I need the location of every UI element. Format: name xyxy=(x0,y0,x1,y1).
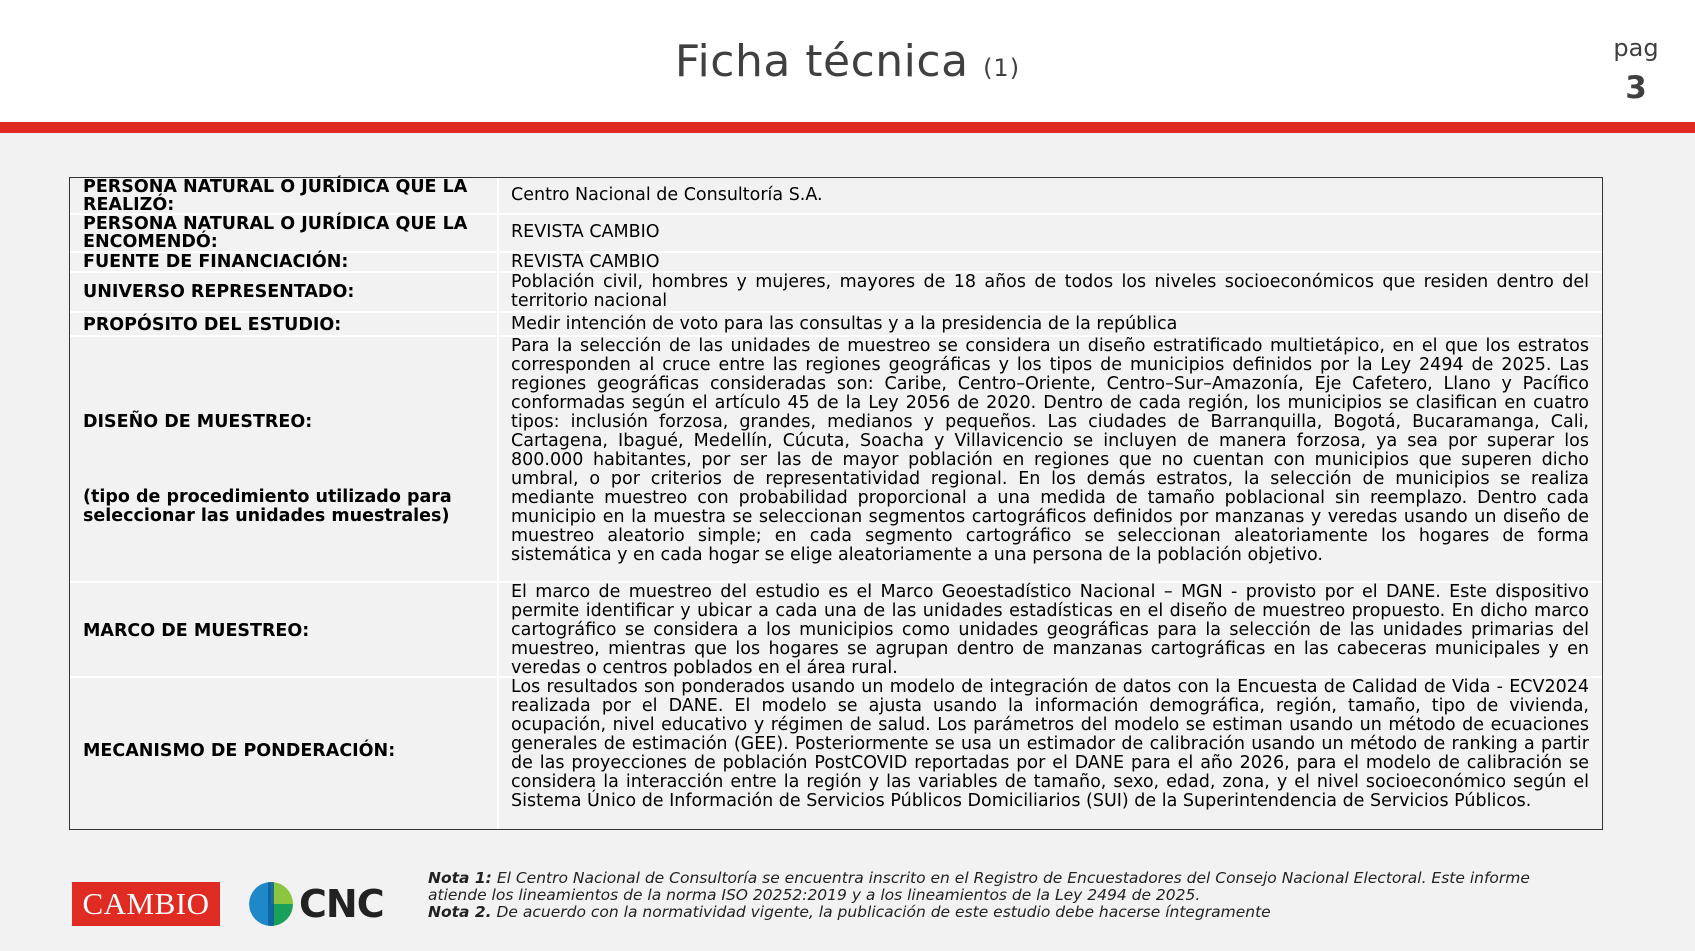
table-row xyxy=(70,678,1602,829)
row-label: MARCO DE MUESTREO: xyxy=(83,621,310,641)
row-value: El marco de muestreo del estudio es el Marco Geoestadístico Nacional – MGN - provisto por el DANE. Este dispositivo permite identificar y ubicar a cada una de las unidades estadísticas en el diseño de muestreo propuesto. En dicho marco cartográfico se considera a los municipios como unidades geográficas para la selección de las unidades primarias del muestreo, mientras que los hogares se agrupan dentro de manzanas cartográficas en las cabeceras municipales y en veredas o centros poblados en el área rural. xyxy=(511,582,1589,678)
table-row xyxy=(70,337,1602,583)
note-1-label: Nota 1: xyxy=(428,869,492,887)
note-1 xyxy=(428,870,1558,904)
column-divider xyxy=(497,273,499,311)
column-divider xyxy=(497,178,499,213)
row-label: DISEÑO DE MUESTREO: xyxy=(83,412,313,432)
cnc-logo-icon xyxy=(249,882,293,926)
table-row xyxy=(70,215,1602,253)
row-label: PROPÓSITO DEL ESTUDIO: xyxy=(83,315,342,335)
cnc-circle-graphic xyxy=(249,882,293,926)
column-divider xyxy=(497,583,499,676)
note-2-label: Nota 2. xyxy=(428,903,492,921)
row-label: FUENTE DE FINANCIACIÓN: xyxy=(83,252,349,272)
note-2-text: De acuerdo con la normatividad vigente, la publicación de este estudio debe hacerse íntegramente xyxy=(496,903,1271,921)
cnc-logo-text: CNC xyxy=(299,882,384,926)
page-number: 3 xyxy=(1625,70,1647,106)
table-row xyxy=(70,313,1602,337)
note-1-text: El Centro Nacional de Consultoría se encuentra inscrito en el Registro de Encuestadores del Consejo Nacional Electoral. Este informe atiende los lineamientos de la norma ISO 20252:2019 y a los lineamientos de la Ley 2494 de 2025. xyxy=(428,869,1530,904)
row-sublabel: (tipo de procedimiento utilizado para seleccionar las unidades muestrales) xyxy=(83,487,452,526)
row-label: MECANISMO DE PONDERACIÓN: xyxy=(83,741,396,761)
column-divider xyxy=(497,313,499,335)
cnc-logo xyxy=(249,880,384,928)
row-value: Centro Nacional de Consultoría S.A. xyxy=(511,185,823,205)
note-2 xyxy=(428,904,1558,921)
title-suffix: (1) xyxy=(983,54,1021,82)
row-value: Para la selección de las unidades de muestreo se considera un diseño estratificado multietápico, en el que los estratos corresponden al cruce entre las regiones geográficas y los tipos de municipios definidos por la Ley 2494 de 2025. Las regiones geográficas consideradas son: Caribe, Centro–Oriente, Centro–Sur–Amazonía, Eje Cafetero, Llano y Pacífico conformadas según el artículo 45 de la Ley 2056 de 2020. Dentro de cada región, los municipios se clasifican en cuatro tipos: inclusión forzosa, grandes, medianos y pequeños. Las ciudades de Barranquilla, Bogotá, Bucaramanga, Cali, Cartagena, Ibagué, Medellín, Cúcuta, Soacha y Villavicencio se incluyen de manera forzosa, ya sea por superar los 800.000 habitantes, por ser las de mayor población en regiones que no cuentan con municipios que superen dicho umbral, o por criterios de representatividad regional. En los demás estratos, la selección de municipios se realiza mediante muestreo con probabilidad proporcional a una medida de tamaño poblacional sin reemplazo. Dentro cada municipio en la muestra se seleccionan segmentos cartográficos definidos por manzanas y veredas usando un diseño de muestreo aleatorio simple; en cada segmento cartográfico se seleccionan aleatoriamente los hogares de forma sistemática y en cada hogar se elige aleatoriamente a una persona de la población objetivo. xyxy=(511,336,1589,565)
row-value: REVISTA CAMBIO xyxy=(511,222,660,242)
cambio-logo-text: CAMBIO xyxy=(82,886,210,921)
column-divider xyxy=(497,215,499,251)
row-value: REVISTA CAMBIO xyxy=(511,252,660,272)
row-label: PERSONA NATURAL O JURÍDICA QUE LA ENCOMENDÓ: xyxy=(83,214,468,252)
table-row xyxy=(70,273,1602,313)
page-label: pag xyxy=(1613,34,1659,62)
cambio-logo xyxy=(72,882,220,926)
table-row xyxy=(70,253,1602,273)
row-label: PERSONA NATURAL O JURÍDICA QUE LA REALIZÓ: xyxy=(83,177,468,215)
row-label: UNIVERSO REPRESENTADO: xyxy=(83,282,355,302)
table-row xyxy=(70,178,1602,215)
row-value: Los resultados son ponderados usando un modelo de integración de datos con la Encuesta de Calidad de Vida - ECV2024 realizada por el DANE. El modelo se ajusta usando la información demográfica, región, tamaño, tipo de vivienda, ocupación, nivel educativo y régimen de salud. Los parámetros del modelo se estiman usando un método de ecuaciones generales de estimación (GEE). Posteriormente se usa un estimador de calibración usando un método de ranking a partir de las proyecciones de población PostCOVID reportadas por el DANE para el año 2026, para el modelo de calibración se considera la interacción entre la región y las variables de tamaño, sexo, edad, zona, y el nivel socioeconómico según el Sistema Único de Información de Servicios Públicos Domiciliarios (SUI) de la Superintendencia de Servicios Públicos. xyxy=(511,677,1589,811)
row-value: Población civil, hombres y mujeres, mayores de 18 años de todos los niveles socioeconómicos que residen dentro del territorio nacional xyxy=(511,272,1589,311)
footer-notes xyxy=(428,870,1558,921)
technical-sheet-table xyxy=(69,177,1603,830)
header-red-band xyxy=(0,122,1695,133)
slide-header xyxy=(0,0,1695,122)
column-divider xyxy=(497,337,499,581)
row-value: Medir intención de voto para las consultas y a la presidencia de la república xyxy=(511,314,1178,334)
table-row xyxy=(70,583,1602,678)
column-divider xyxy=(497,253,499,271)
page-title xyxy=(0,36,1695,87)
column-divider xyxy=(497,678,499,829)
title-text: Ficha técnica xyxy=(674,36,969,87)
